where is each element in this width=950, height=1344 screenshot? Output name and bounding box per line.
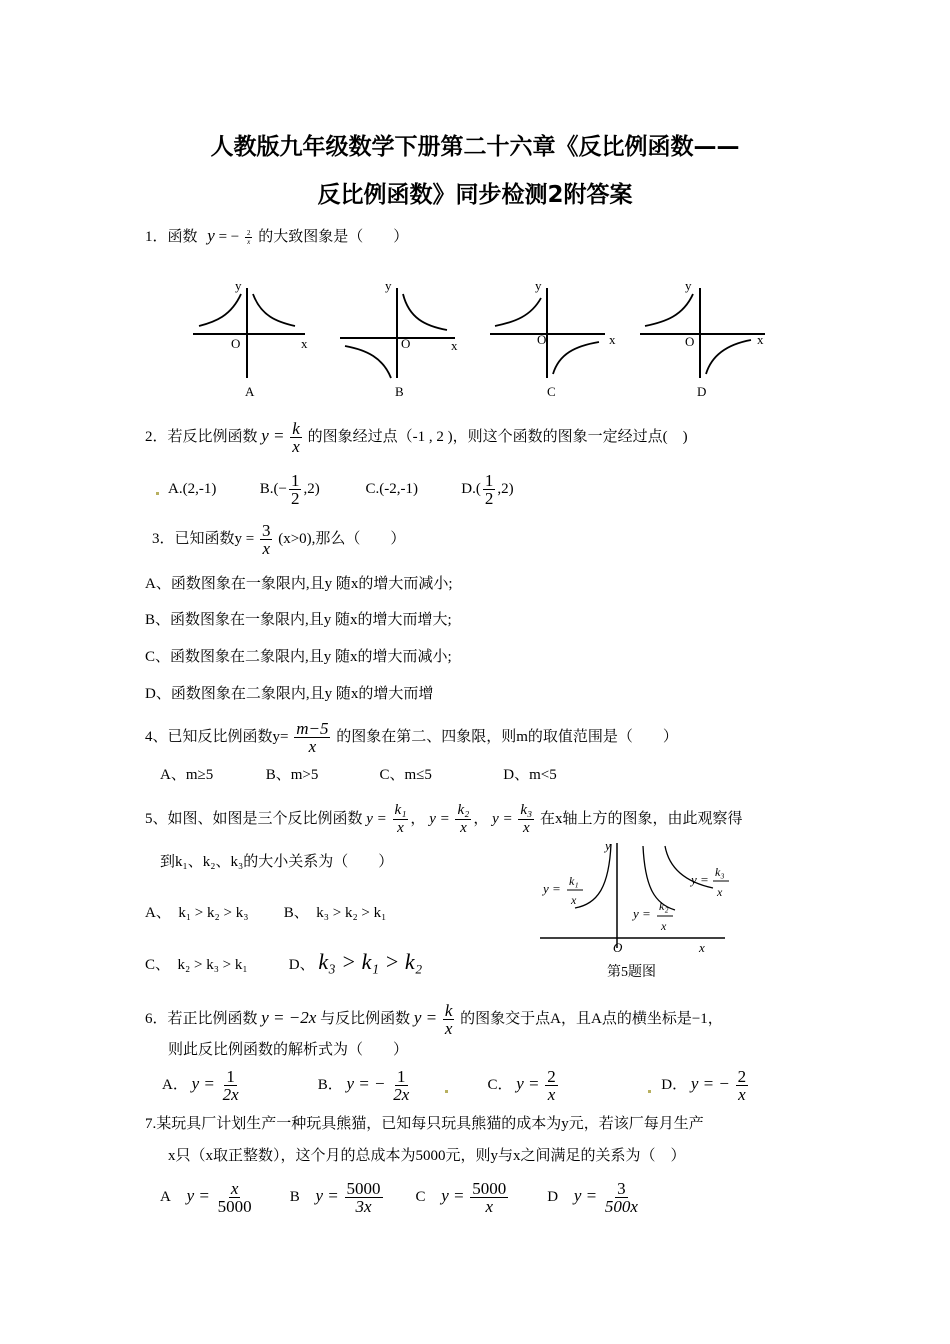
q5-fig-k1: k₁ [569,874,579,888]
q5-fig-y2: y = [633,906,651,921]
q5-f1-frac [393,802,409,837]
q6-f2-den: x [444,1019,453,1038]
q2-opt-b-post: ,2) [303,480,320,497]
graph-a-x: x [301,336,308,351]
q5-line2: 到k₁、k₂、k₃的大小关系为（ ） [160,854,394,870]
q4-options [160,765,557,785]
q4-opt-b: B、m>5 [265,767,319,783]
graph-b-y: y [385,278,392,293]
q7-opt-a [160,1180,286,1215]
graph-d-label: D [697,384,707,399]
q1-frac-num: 2 [246,229,251,238]
q2-opt-d [461,471,514,508]
q5-f1-den: x [397,820,404,836]
q2-opt-d-post: ,2) [497,480,514,497]
graph-c-o: O [537,332,547,347]
graph-a [193,278,308,399]
q5-f1-y: y = [366,810,387,827]
q2-opt-b [260,472,362,507]
q6-suffix: 的图象交于点A，且A点的横坐标是−1， [460,1010,723,1027]
graph-c-x: x [609,332,616,347]
q6-opt-a-frac [221,1068,241,1103]
q6-mid: 与反比例函数 [320,1010,411,1027]
q5-f3-num: k₃ [520,802,533,818]
q2-fraction [290,420,302,455]
q3-suffix: (x>0),那么（ ） [278,530,406,547]
q2-options [168,472,514,507]
q7-line2: x只（x取正整数），这个月的总成本为5000元，则y与x之间满足的关系为（ ） [168,1148,686,1164]
q6-opt-d-frac [736,1068,749,1103]
q7-opt-b-frac [345,1180,383,1215]
q2-opt-d-pre: D.( [461,480,481,497]
q6-opt-a-pre: y = [191,1073,215,1093]
q3-frac-den: x [262,539,270,558]
q4-fraction [294,720,330,755]
q6-opt-c-num: 2 [547,1067,556,1086]
q7-opt-d-pre: y = [573,1185,598,1205]
q7-opt-c-frac [470,1180,508,1215]
q7-opt-c-label: C [415,1188,426,1205]
q3-option-d: D、函数图象在二象限内,且y 随x的增大而增 [145,686,434,702]
q7-opt-c-num: 5000 [472,1179,507,1198]
q5-prefix: 5、如图、如图是三个反比例函数 [145,810,363,827]
q3-prefix: 3．已知函数y = [152,530,255,547]
q4-suffix: 的图象在第二、四象限，则m的取值范围是（ ） [336,728,678,745]
q5-f1-num: k₁ [394,802,407,818]
q5-figure [535,838,755,978]
q5-fig-y1: y = [543,881,561,896]
question-4 [145,720,678,755]
graph-c-label: C [547,384,556,399]
q5-fig-y: y [605,838,611,853]
q6-f2-y: y = [413,1007,438,1027]
q7-opt-c-pre: y = [441,1185,465,1205]
q7-opt-a-pre: y = [186,1185,210,1205]
q6-line2: 则此反比例函数的解析式为（ ） [168,1042,409,1058]
q7-opt-d-num: 3 [617,1179,626,1198]
q6-opt-a-num: 1 [226,1067,235,1086]
graph-d-o: O [685,334,695,349]
q5-options-cd [145,949,423,975]
q6-opt-d [661,1067,750,1104]
q2-opt-c: C.(-2,-1) [365,480,418,497]
q7-line1: 7.某玩具厂计划生产一种玩具熊猫，已知每只玩具熊猫的成本为y元，若该厂每月生产 [145,1116,704,1132]
q5-f2-y: y = [429,810,450,827]
q6-prefix: 6．若正比例函数 [145,1010,258,1027]
q5-opt-a: A、 k₁ > k₂ > k₃ [145,905,249,921]
q7-opt-c-den: x [485,1197,494,1216]
q1-frac-den: x [247,238,251,247]
q6-opt-b-frac [391,1068,411,1103]
q5-sep2: ， [473,810,489,827]
q5-opt-d-label: D、 [288,957,315,973]
q5-fig-k2-den: x [661,919,667,933]
q3-option-b: B、函数图象在一象限内,且y 随x的增大而增大; [145,612,452,628]
q7-opt-b [290,1180,412,1215]
q5-f2-den: x [460,820,467,836]
q6-f2-frac [443,1002,455,1037]
q5-fig-caption: 第5题图 [607,965,656,980]
page-title-line2: 反比例函数》同步检测2附答案 [317,182,633,208]
stray-dot [156,492,159,495]
q4-opt-c: C、m≤5 [379,767,432,783]
q7-opt-a-frac [216,1180,254,1215]
graph-b-o: O [401,336,411,351]
q7-opt-a-den: 5000 [217,1197,252,1216]
q7-opt-d-label: D [547,1188,559,1205]
q2-opt-d-frac [483,472,496,507]
q6-f1: y = −2x [261,1007,317,1027]
q2-opt-b-num: 1 [290,471,300,490]
q6-opt-d-label: D． [661,1076,688,1093]
q7-opt-b-pre: y = [315,1185,339,1205]
q7-opt-b-den: 3x [355,1197,372,1216]
q2-opt-a: A.(2,-1) [168,480,217,497]
q6-opt-b-num: 1 [397,1067,406,1086]
q2-opt-b-den: 2 [290,489,300,508]
q7-opt-a-num: x [230,1179,239,1198]
q7-options [160,1180,642,1215]
q5-f3-frac [518,802,534,837]
q6-opt-d-den: x [738,1085,746,1104]
q5-fig-o: O [613,940,623,955]
graph-b-label: B [395,384,404,399]
graph-d-x: x [757,332,764,347]
q5-opt-c: C、 k₂ > k₃ > k₁ [145,957,248,973]
q7-opt-c [416,1180,544,1215]
q1-graphs [185,278,785,408]
q5-fig-k3: k₃ [715,865,725,879]
graph-d-y: y [685,278,692,293]
q4-opt-d: D、m<5 [503,767,557,783]
graph-c-y: y [535,278,542,293]
q3-option-c: C、函数图象在二象限内,且y 随x的增大而减小; [145,649,452,665]
q5-f2-num: k₂ [457,802,470,818]
q2-opt-d-den: 2 [484,489,494,508]
q5-fig-k1-den: x [571,893,577,907]
q5-f3-den: x [522,820,530,836]
q5-fig-x: x [699,940,705,955]
page-title-line1: 人教版九年级数学下册第二十六章《反比例函数—— [210,134,740,160]
q7-opt-b-num: 5000 [346,1179,381,1198]
q4-frac-den: x [308,737,317,756]
q5-f3-y: y = [492,810,513,827]
question-5 [145,802,743,837]
q4-prefix: 4、已知反比例函数y= [145,728,289,745]
q6-f2-num: k [444,1001,453,1020]
q3-option-a: A、函数图象在一象限内,且y 随x的增大而减小; [145,576,453,592]
q1-suffix: 的大致图象是（ ） [258,229,409,245]
q6-opt-b-den: 2x [393,1085,410,1104]
q6-opt-b [318,1068,484,1103]
q6-opt-b-pre: y = − [346,1073,386,1093]
q6-options [162,1068,750,1103]
q5-sep1: ， [410,810,426,827]
q7-opt-d-den: 500x [604,1197,638,1216]
graph-b [340,278,458,399]
q7-opt-b-label: B [289,1188,300,1205]
q2-prefix: 2．若反比例函数 [145,428,258,445]
q5-options-ab [145,903,386,923]
q4-opt-a: A、m≥5 [160,767,214,783]
q1-prefix: 1．函数 [145,229,198,245]
q2-frac-den: x [292,437,300,456]
question-2 [145,420,688,455]
q5-opt-b: B、 k₃ > k₂ > k₁ [283,905,387,921]
q6-opt-d-pre: y = − [690,1073,730,1093]
graph-a-y: y [235,278,242,293]
q6-opt-d-num: 2 [737,1067,747,1086]
q3-fraction [260,522,273,557]
q2-opt-b-frac [289,472,302,507]
q5-fig-k2: k₂ [659,899,669,913]
graph-c [490,278,616,399]
q7-opt-d [547,1179,642,1216]
q2-opt-d-num: 1 [484,471,494,490]
graph-a-label: A [245,384,255,399]
question-3 [152,522,405,557]
q5-suffix: 在x轴上方的图象，由此观察得 [540,810,743,827]
graph-b-x: x [451,338,458,353]
q6-opt-c-pre: y = [516,1073,540,1093]
q7-opt-a-label: A [160,1188,171,1205]
q7-opt-d-frac [603,1180,640,1215]
q3-frac-num: 3 [261,521,271,540]
q5-fig-k3-den: x [717,885,723,899]
q6-opt-c [488,1068,658,1103]
graph-a-o: O [231,336,241,351]
q2-frac-num: k [292,419,300,438]
q1-fraction [245,229,253,246]
question-1 [145,226,408,247]
q6-opt-c-frac [545,1068,558,1103]
q4-frac-num: m−5 [296,719,329,738]
q5-f2-frac [455,802,471,837]
q5-fig-y3: y = [691,872,709,887]
q6-opt-a [162,1068,314,1103]
q5-opt-d: k₃ > k₁ > k₂ [318,949,423,974]
q1-eq: = − [218,229,240,245]
question-6 [145,1002,723,1037]
graph-d [640,278,765,399]
q6-opt-a-den: 2x [222,1085,239,1104]
q2-suffix: 的图象经过点（-1 , 2 )，则这个函数的图象一定经过点( ) [307,428,688,445]
q6-opt-c-den: x [547,1085,556,1104]
q2-y-eq: y = [261,425,285,445]
q6-opt-a-label: A． [162,1076,188,1093]
q1-y: y [207,226,215,245]
q2-opt-b-pre: B.(− [259,480,287,497]
q6-opt-c-label: C． [487,1076,513,1093]
q6-opt-b-label: B． [317,1076,343,1093]
